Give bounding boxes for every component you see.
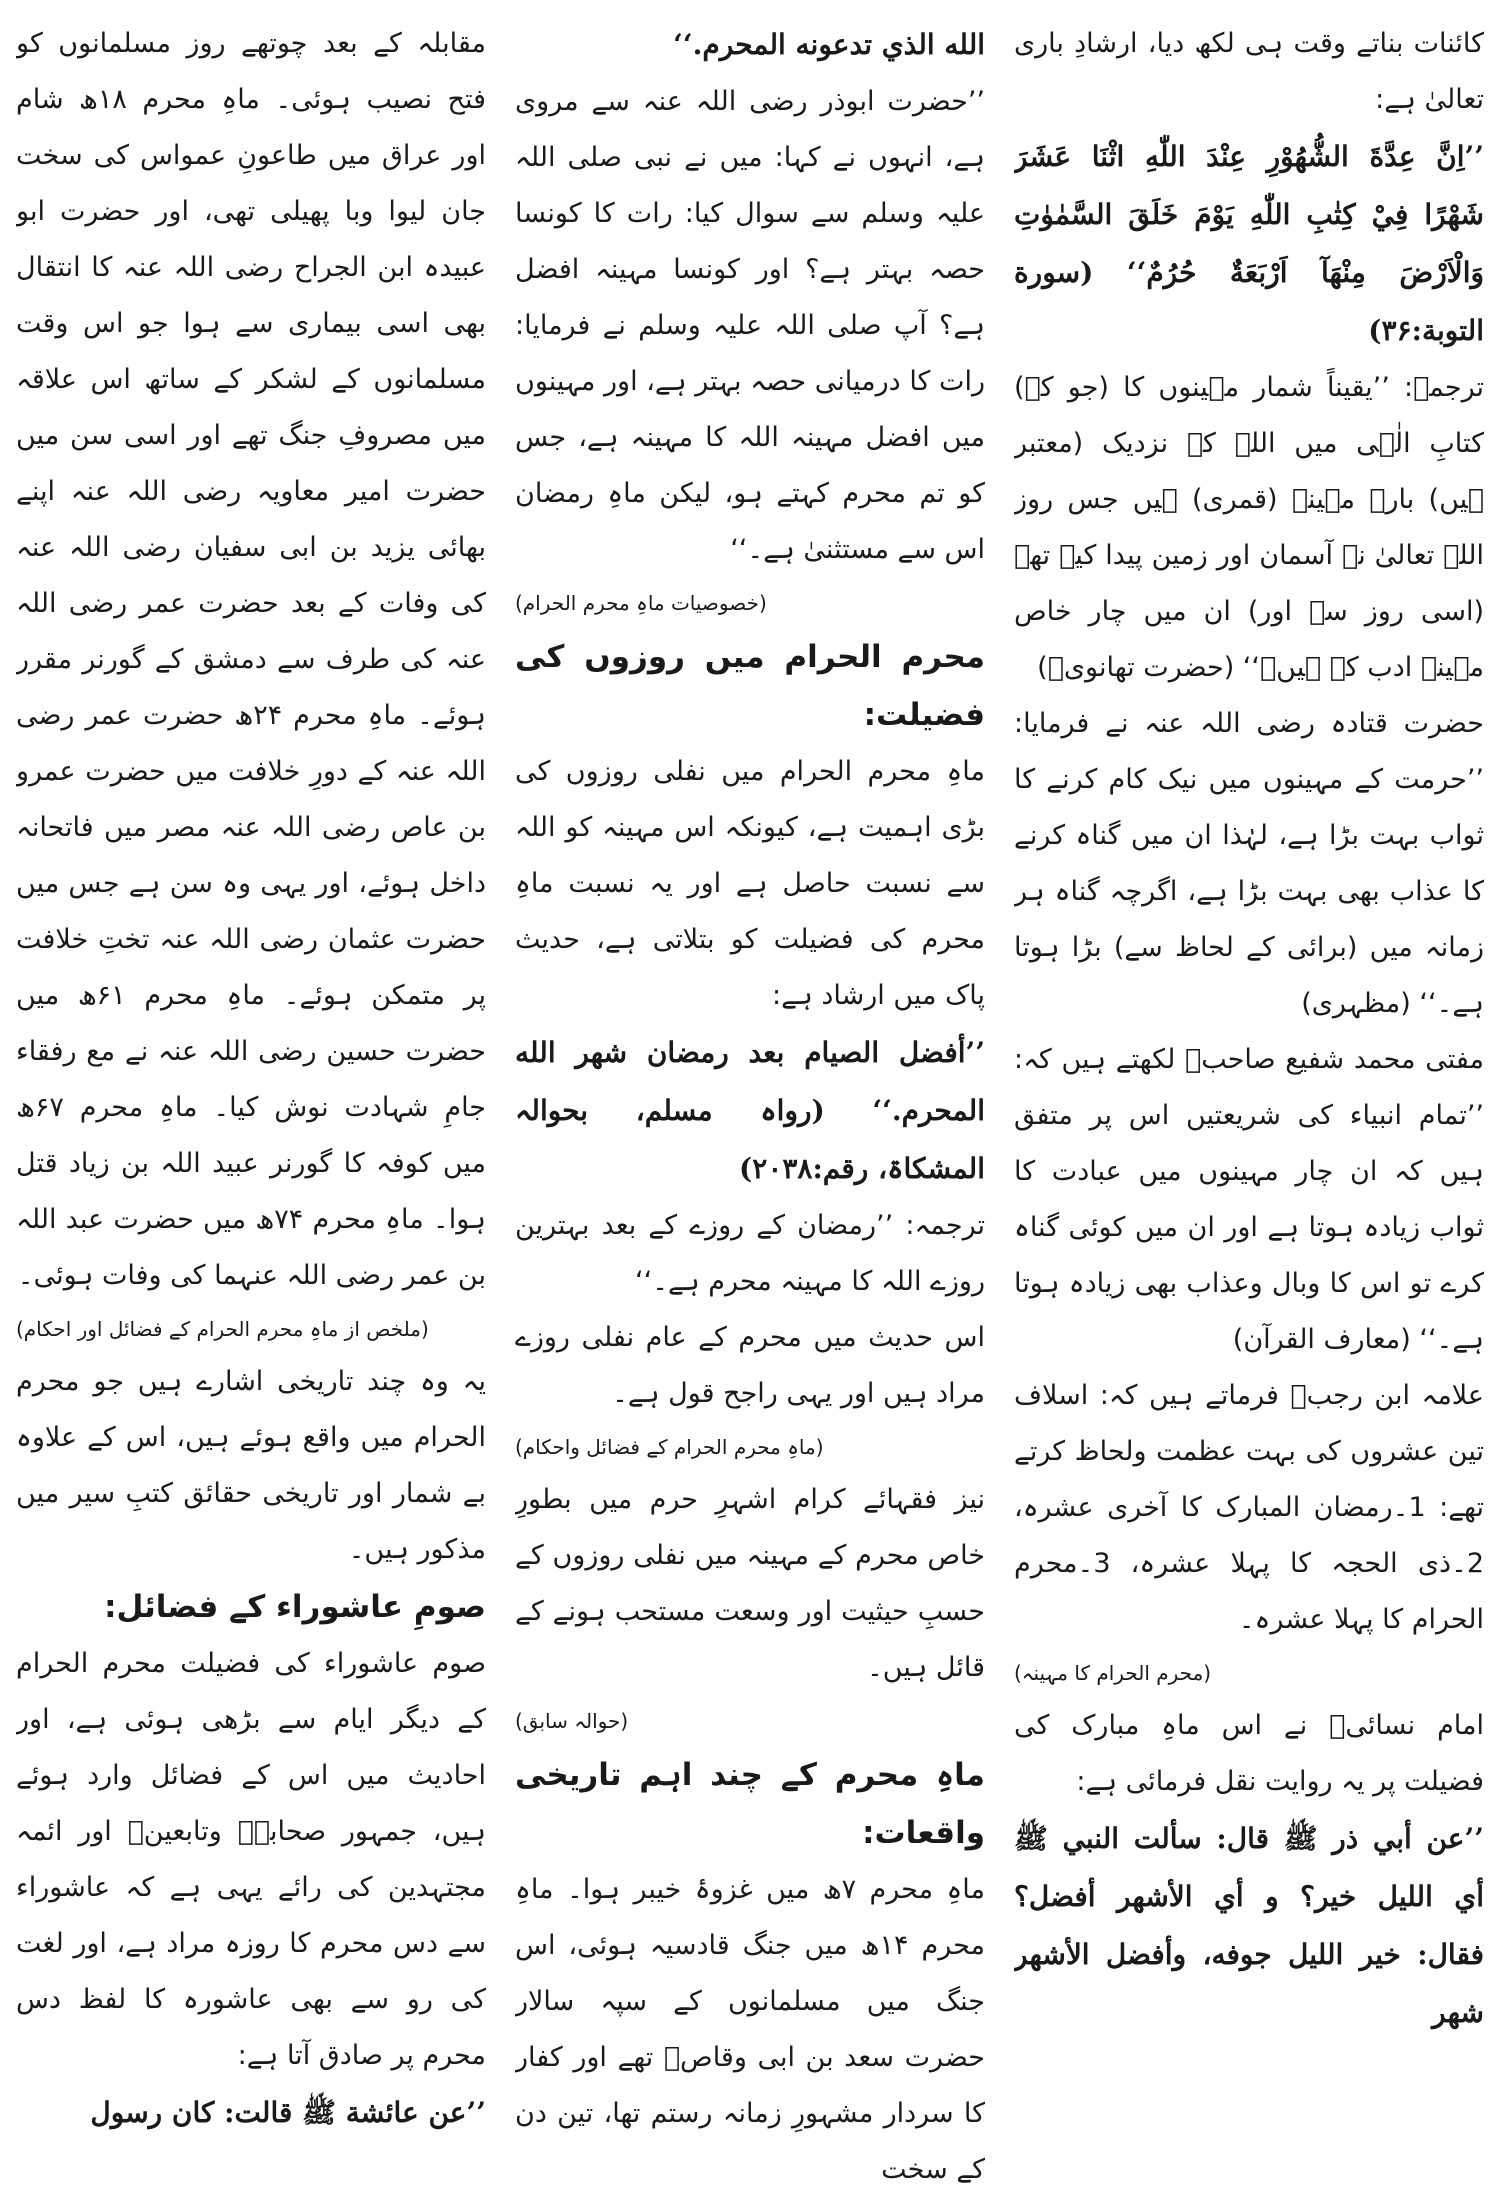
body-paragraph: یہ وہ چند تاریخی اشارے ہیں جو محرم الحرام میں واقع ہوئے ہیں، اس کے علاوہ بے شمار اور تاریخی حقائق کتبِ سیر میں مذکور ہیں۔ [16, 1366, 486, 1565]
body-paragraph: مفتی محمد شفیع صاحبؒ لکھتے ہیں کہ: ’’تمام انبیاء کی شریعتیں اس پر متفق ہیں کہ ان چار مہینوں میں عبادت کا ثواب زیادہ ہوتا ہے اور ان میں کوئی گناہ کرے تو اس کا وبال وعذاب بھی زیادہ ہوتا ہے۔‘‘ (معارف القرآن) [1014, 1044, 1484, 1355]
body-paragraph: ترجمہ: ’’یقیناً شمار مہینوں کا (جو کہ) کتابِ الٰہی میں اللہ کے نزدیک (معتبر ہیں) بارہ مہینے (قمری) ہیں جس روز اللہ تعالیٰ نے آسمان اور زمین پیدا کیے تھے (اسی روز سے اور) ان میں چار خاص مہینے ادب کے ہیں۔‘‘ (حضرت تھانویؒ) [1014, 372, 1484, 683]
body-paragraph: حضرت قتادہ رضی اللہ عنہ نے فرمایا: ’’حرمت کے مہینوں میں نیک کام کرنے کا ثواب بہت بڑا ہے، لہٰذا ان میں گناہ کرنے کا عذاب بھی بہت بڑا ہے، اگرچہ گناہ ہر زمانہ میں (برائی کے لحاظ سے) بڑا ہوتا ہے۔‘‘ (مظہری) [1014, 708, 1484, 1019]
body-paragraph: کائنات بناتے وقت ہی لکھ دیا، ارشادِ باری تعالیٰ ہے: [1014, 28, 1484, 115]
body-paragraph: نیز فقہائے کرام اشہرِ حرم میں بطورِ خاص محرم کے مہینہ میں نفلی روزوں کے حسبِ حیثیت اور وسعت مستحب ہونے کے قائل ہیں۔ [515, 1484, 985, 1683]
body-paragraph: ماہِ محرم ۷ھ میں غزوۂ خیبر ہوا۔ ماہِ محرم ۱۴ھ میں جنگ قادسیہ ہوئی، اس جنگ میں مسلمانوں کے سپہ سالار حضرت سعد بن ابی وقاصؓ تھے اور کفار کا سردار مشہورِ زمانہ رستم تھا، تین دن کے سخت [515, 1874, 985, 2184]
section-heading: ماہِ محرم کے چند اہم تاریخی واقعات: [515, 1757, 985, 1851]
body-paragraph: اس حدیث میں محرم کے عام نفلی روزے مراد ہیں اور یہی راجح قول ہے۔ [515, 1322, 985, 1409]
quran-verse: ’’اِنَّ عِدَّةَ الشُّهُوْرِ عِنْدَ اللّٰهِ اثْنَا عَشَرَ شَهْرًا فِيْ كِتٰبِ اللّٰهِ يَوْمَ خَلَقَ السَّمٰوٰتِ وَالْاَرْضَ مِنْهَآ اَرْبَعَةٌ حُرُمٌ‘‘ (سورة التوبة:۳۶) [1014, 140, 1484, 347]
column-right [1014, 16, 1484, 2184]
body-paragraph: ترجمہ: ’’رمضان کے روزے کے بعد بہترین روزے اللہ کا مہینہ محرم ہے۔‘‘ [515, 1210, 985, 1297]
section-heading: محرم الحرام میں روزوں کی فضیلت: [515, 639, 985, 733]
hadith-arabic: ’’أفضل الصيام بعد رمضان شهر الله المحرم.‘‘ (رواہ مسلم، بحوالہ المشکاۃ، رقم:۲۰۳۸) [515, 1036, 985, 1185]
magazine-page [16, 16, 1484, 2184]
hadith-arabic: ’’عن عائشة ﷺ قالت: كان رسول [90, 2096, 486, 2129]
body-paragraph: ’’حضرت ابوذر رضی اللہ عنہ سے مروی ہے، انہوں نے کہا: میں نے نبی صلی اللہ علیہ وسلم سے سوال کیا: رات کا کونسا حصہ بہتر ہے؟ اور کونسا مہینہ افضل ہے؟ آپ صلی اللہ علیہ وسلم نے فرمایا: رات کا درمیانی حصہ بہتر ہے، اور مہینوں میں افضل مہینہ اللہ کا مہینہ ہے، جس کو تم محرم کہتے ہو، لیکن ماہِ رمضان اس سے مستثنیٰ ہے۔‘‘ [515, 86, 985, 565]
column-left [16, 16, 486, 2184]
hadith-arabic: ’’عن أبي ذر ﷺ قال: سألت النبي ﷺ أي الليل خير؟ و أي الأشهر أفضل؟ فقال: خير الليل جوفه، وأفضل الأشهر شهر [1014, 1822, 1484, 2029]
body-paragraph: علامہ ابن رجبؒ فرماتے ہیں کہ: اسلاف تین عشروں کی بہت عظمت ولحاظ کرتے تھے: 1۔رمضان المبارک کا آخری عشرہ، 2۔ذی الحجہ کا پہلا عشرہ، 3۔محرم الحرام کا پہلا عشرہ۔ [1014, 1380, 1484, 1635]
section-heading: صومِ عاشوراء کے فضائل: [104, 1589, 486, 1625]
source-reference: (محرم الحرام کا مہینہ) [1014, 1661, 1212, 1685]
source-reference: (حوالہ سابق) [515, 1709, 629, 1733]
column-middle [515, 16, 985, 2184]
hadith-arabic: الله الذي تدعونه المحرم.‘‘ [673, 28, 985, 61]
source-reference: (ملخص از ماہِ محرم الحرام کے فضائل اور احکام) [16, 1317, 429, 1341]
body-paragraph: امام نسائیؒ نے اس ماہِ مبارک کی فضیلت پر یہ روایت نقل فرمائی ہے: [1014, 1710, 1484, 1797]
body-paragraph: ماہِ محرم الحرام میں نفلی روزوں کی بڑی اہمیت ہے، کیونکہ اس مہینہ کو اللہ سے نسبت حاصل ہے اور یہ نسبت ماہِ محرم کی فضیلت کو بتلاتی ہے، حدیث پاک میں ارشاد ہے: [515, 756, 985, 1011]
body-paragraph: مقابلہ کے بعد چوتھے روز مسلمانوں کو فتح نصیب ہوئی۔ ماہِ محرم ۱۸ھ شام اور عراق میں طاعونِ عمواس کی سخت جان لیوا وبا پھیلی تھی، اور حضرت ابو عبیدہ ابن الجراح رضی اللہ عنہ کا انتقال بھی اسی بیماری سے ہوا جو اس وقت مسلمانوں کے لشکر کے ساتھ اس علاقہ میں مصروفِ جنگ تھے اور اسی سن میں حضرت امیر معاویہ رضی اللہ عنہ اپنے بھائی یزید بن ابی سفیان رضی اللہ عنہ کی وفات کے بعد حضرت عمر رضی اللہ عنہ کی طرف سے دمشق کے گورنر مقرر ہوئے۔ ماہِ محرم ۲۴ھ حضرت عمر رضی اللہ عنہ کے دورِ خلافت میں حضرت عمرو بن عاص رضی اللہ عنہ مصر میں فاتحانہ داخل ہوئے، اور یہی وہ سن ہے جس میں حضرت عثمان رضی اللہ عنہ تختِ خلافت پر متمکن ہوئے۔ ماہِ محرم ۶۱ھ میں حضرت حسین رضی اللہ عنہ نے مع رفقاء جامِ شہادت نوش کیا۔ ماہِ محرم ۶۷ھ میں کوفہ کا گورنر عبید اللہ بن زیاد قتل ہوا۔ ماہِ محرم ۷۴ھ میں حضرت عبد اللہ بن عمر رضی اللہ عنہما کی وفات ہوئی۔ [16, 28, 486, 1291]
body-paragraph: صوم عاشوراء کی فضیلت محرم الحرام کے دیگر ایام سے بڑھی ہوئی ہے، اور احادیث میں اس کے فضائل وارد ہوئے ہیں، جمہور صحابہؓ وتابعینؒ اور ائمہ مجتہدین کی رائے یہی ہے کہ عاشوراء سے دس محرم کا روزہ مراد ہے، اور لغت کی رو سے بھی عاشورہ کا لفظ دس محرم پر صادق آتا ہے: [16, 1648, 486, 2071]
source-reference: (ماہِ محرم الحرام کے فضائل واحکام) [515, 1435, 824, 1459]
source-reference: (خصوصیات ماہِ محرم الحرام) [515, 591, 767, 615]
